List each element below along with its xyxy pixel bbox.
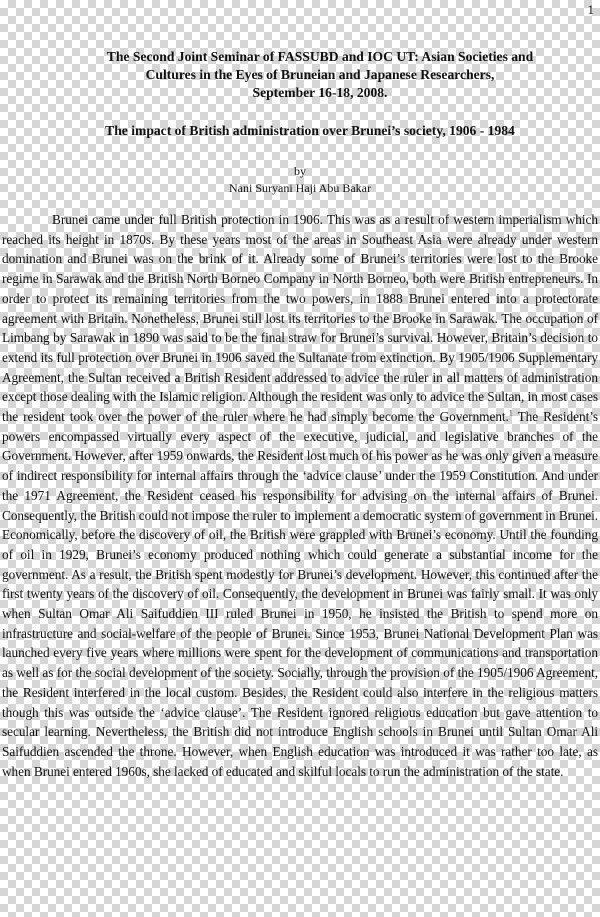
paper-title: The impact of British administration over Brunei’s society, 1906 - 1984 — [105, 123, 515, 138]
seminar-header — [40, 48, 600, 102]
page-number: 1 — [587, 2, 594, 17]
seminar-header-line-1: The Second Joint Seminar of FASSUBD and IOC UT: Asian Societies and — [106, 49, 534, 64]
body-text-part-2: The Resident’s powers encompassed virtually every aspect of the executive, judicial, and legislative branches of the Government. However, after 1959 onwards, the Resident lost much of his power as he was only given a measure of indirect responsibility for internal affairs through the ‘advice clause’ under the 1959 Constitution. And under the 1971 Agreement, the Resident ceased his responsibility for advising on the internal affairs of Brunei. Consequently, the British could not impose the ruler to implement a democratic system of government in Brunei. Economically, before the discovery of oil, the British were grappled with Brunei’s economy. Until the founding of oil in 1929, Brunei’s economy produced nothing which could generate a substantial income for the government. As a result, the British spent modestly for Brunei’s development. However, this continued after the first twenty years of the discovery of oil. Consequently, the development in Brunei was fairly small. It was only when Sultan Omar Ali Saifuddien III ruled Brunei in 1950, he insisted the British to spend more on infrastructure and social-welfare of the people of Brunei. Since 1953, Brunei National Development Plan was launched every five years where millions were spent for the development of communications and transportation as well as for the social development of the society. Socially, through the provision of the 1905/1906 Agreement, the Resident interfered in the local custom. Besides, the Resident could also interfere in the religious matters though this was outside the ‘advice clause’. The Resident ignored religious education but gave attention to secular learning. Nevertheless, the British did not introduce English schools in Brunei until Sultan Omar Ali Saifuddien ascended the throne. However, when English education was introduced it was rather too late, as when Brunei entered 1960s, she lacked of educated and skilful locals to run the administration of the state. — [2, 409, 599, 779]
byline-by: by — [294, 164, 306, 178]
seminar-header-line-3: September 16-18, 2008. — [252, 85, 388, 100]
seminar-header-line-2: Cultures in the Eyes of Bruneian and Japanese Researchers, — [145, 67, 495, 82]
author-name: Nani Suryani Haji Abu Bakar — [229, 181, 371, 195]
footnote-marker[interactable]: 1 — [508, 408, 513, 418]
byline — [0, 163, 600, 197]
body-text-part-1: Brunei came under full British protection in 1906. This was as a result of western imperialism which reached its height in 1870s. By these years most of the areas in Southeast Asia were already under western domination and Brunei was on the brink of it. Already some of Brunei’s territories were lost to the Brooke regime in Sarawak and the British North Borneo Company in North Borneo, both were British entrepreneurs. In order to protect its remaining territories from the two powers, in 1888 Brunei entered into a protectorate agreement with Britain. Nonetheless, Brunei still lost its territories to the Brooke in Sarawak. The occupation of Limbang by Sarawak in 1890 was said to be the final straw for Brunei’s survival. However, Britain’s decision to extend its full protection over Brunei in 1906 saved the Sultanate from extinction. By 1905/1906 Supplementary Agreement, the Sultan received a British Resident addressed to advice the ruler in all matters of administration except those dealing with the Islamic religion. Although the resident was only to advice the Sultan, in most cases the resident took over the power of the ruler where he had simply become the Government. — [2, 212, 598, 425]
body-paragraph — [2, 210, 598, 781]
